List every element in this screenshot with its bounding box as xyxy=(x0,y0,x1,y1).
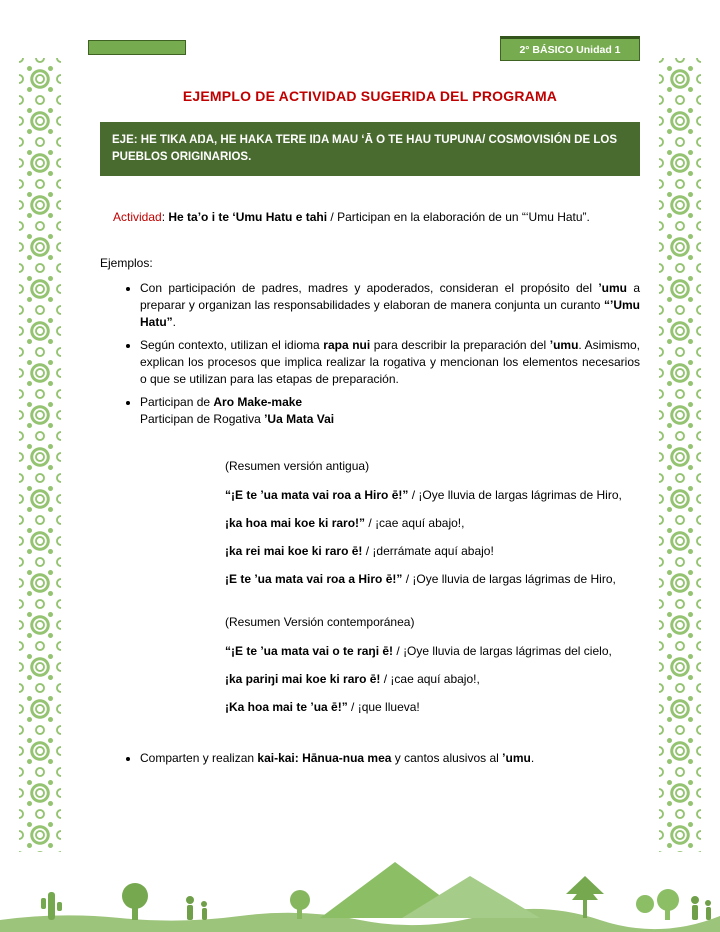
bullet-item-language: • Según contexto, utilizan el idioma rapa nui para describir la preparación del ’umu. Asimismo, explican los procesos que implica realizar la rogativa y mencionan los elementos necesarios o que se utilizan para las etapas de preparación. xyxy=(140,337,640,388)
bullet-list xyxy=(100,280,640,428)
verse-contemporary-line-2: ¡ka pariŋi mai koe ki raro ē! / ¡cae aquí abajo!, xyxy=(225,672,480,686)
verse-old-line-4: ¡E te ’ua mata vai roa a Hiro ē!” / ¡Oye lluvia de largas lágrimas de Hiro, xyxy=(225,572,616,586)
verse-contemporary-version xyxy=(225,614,640,715)
palm-tree-icon xyxy=(566,876,604,918)
bullet-item-rogativa xyxy=(140,394,640,428)
bullet-line-ua-mata-vai: Participan de Rogativa ’Ua Mata Vai xyxy=(140,412,335,426)
verse-contemporary-line-1: “¡E te ’ua mata vai o te raŋi ē! / ¡Oye lluvia de largas lágrimas del cielo, xyxy=(225,644,612,658)
verse-contemporary-heading: (Resumen Versión contemporánea) xyxy=(225,615,415,629)
bullet-item-participation: • Con participación de padres, madres y apoderados, consideran el propósito del ’umu a preparar y organizan las responsabilidades y elaboran de manera conjunta un curanto “’Umu Hatu”. xyxy=(140,280,640,331)
document-content xyxy=(100,88,640,773)
unit-badge xyxy=(500,36,640,61)
left-ornament-border xyxy=(19,58,61,852)
unit-badge-label: 2° BÁSICO Unidad 1 xyxy=(519,43,621,56)
verse-old-line-1: “¡E te ’ua mata vai roa a Hiro ē!” / ¡Oye lluvia de largas lágrimas de Hiro, xyxy=(225,488,622,502)
person-icon xyxy=(186,896,207,920)
footer-illustration xyxy=(0,850,720,932)
page-title: EJEMPLO DE ACTIVIDAD SUGERIDA DEL PROGRAMA xyxy=(182,88,558,104)
activity-line: Actividad: He ta’o i te ‘Umu Hatu e tahi / Participan en la elaboración de un “‘Umu Hatu”. xyxy=(113,210,590,224)
bullet-item-kaikai: • Comparten y realizan kai-kai: Hānua-nua mea y cantos alusivos al ’umu. xyxy=(140,750,640,767)
right-ornament-border xyxy=(659,58,701,852)
verse-old-heading: (Resumen versión antigua) xyxy=(225,459,370,473)
person-icon xyxy=(691,896,711,920)
tree-icon xyxy=(636,889,679,920)
closing-bullet-list xyxy=(100,750,640,767)
eje-banner: EJE: HE TIKA AŊA, HE HAKA TERE IŊA MAU ‘Ā O TE HAU TUPUNA/ COSMOVISIÓN DE LOS PUEBLOS ORIGINARIOS. xyxy=(100,122,640,176)
header-accent-bar xyxy=(88,40,186,55)
bullet-line-aro-make-make: • Participan de Aro Make-make xyxy=(140,395,303,409)
verse-old-line-3: ¡ka rei mai koe ki raro ē! / ¡derrámate aquí abajo! xyxy=(225,544,494,558)
verse-old-version xyxy=(225,458,640,587)
examples-label: Ejemplos: xyxy=(100,256,153,270)
verse-old-line-2: ¡ka hoa mai koe ki raro!” / ¡cae aquí abajo!, xyxy=(225,516,465,530)
tree-icon xyxy=(122,883,148,920)
verse-contemporary-line-3: ¡Ka hoa mai te ’ua ē!” / ¡que llueva! xyxy=(225,700,420,714)
